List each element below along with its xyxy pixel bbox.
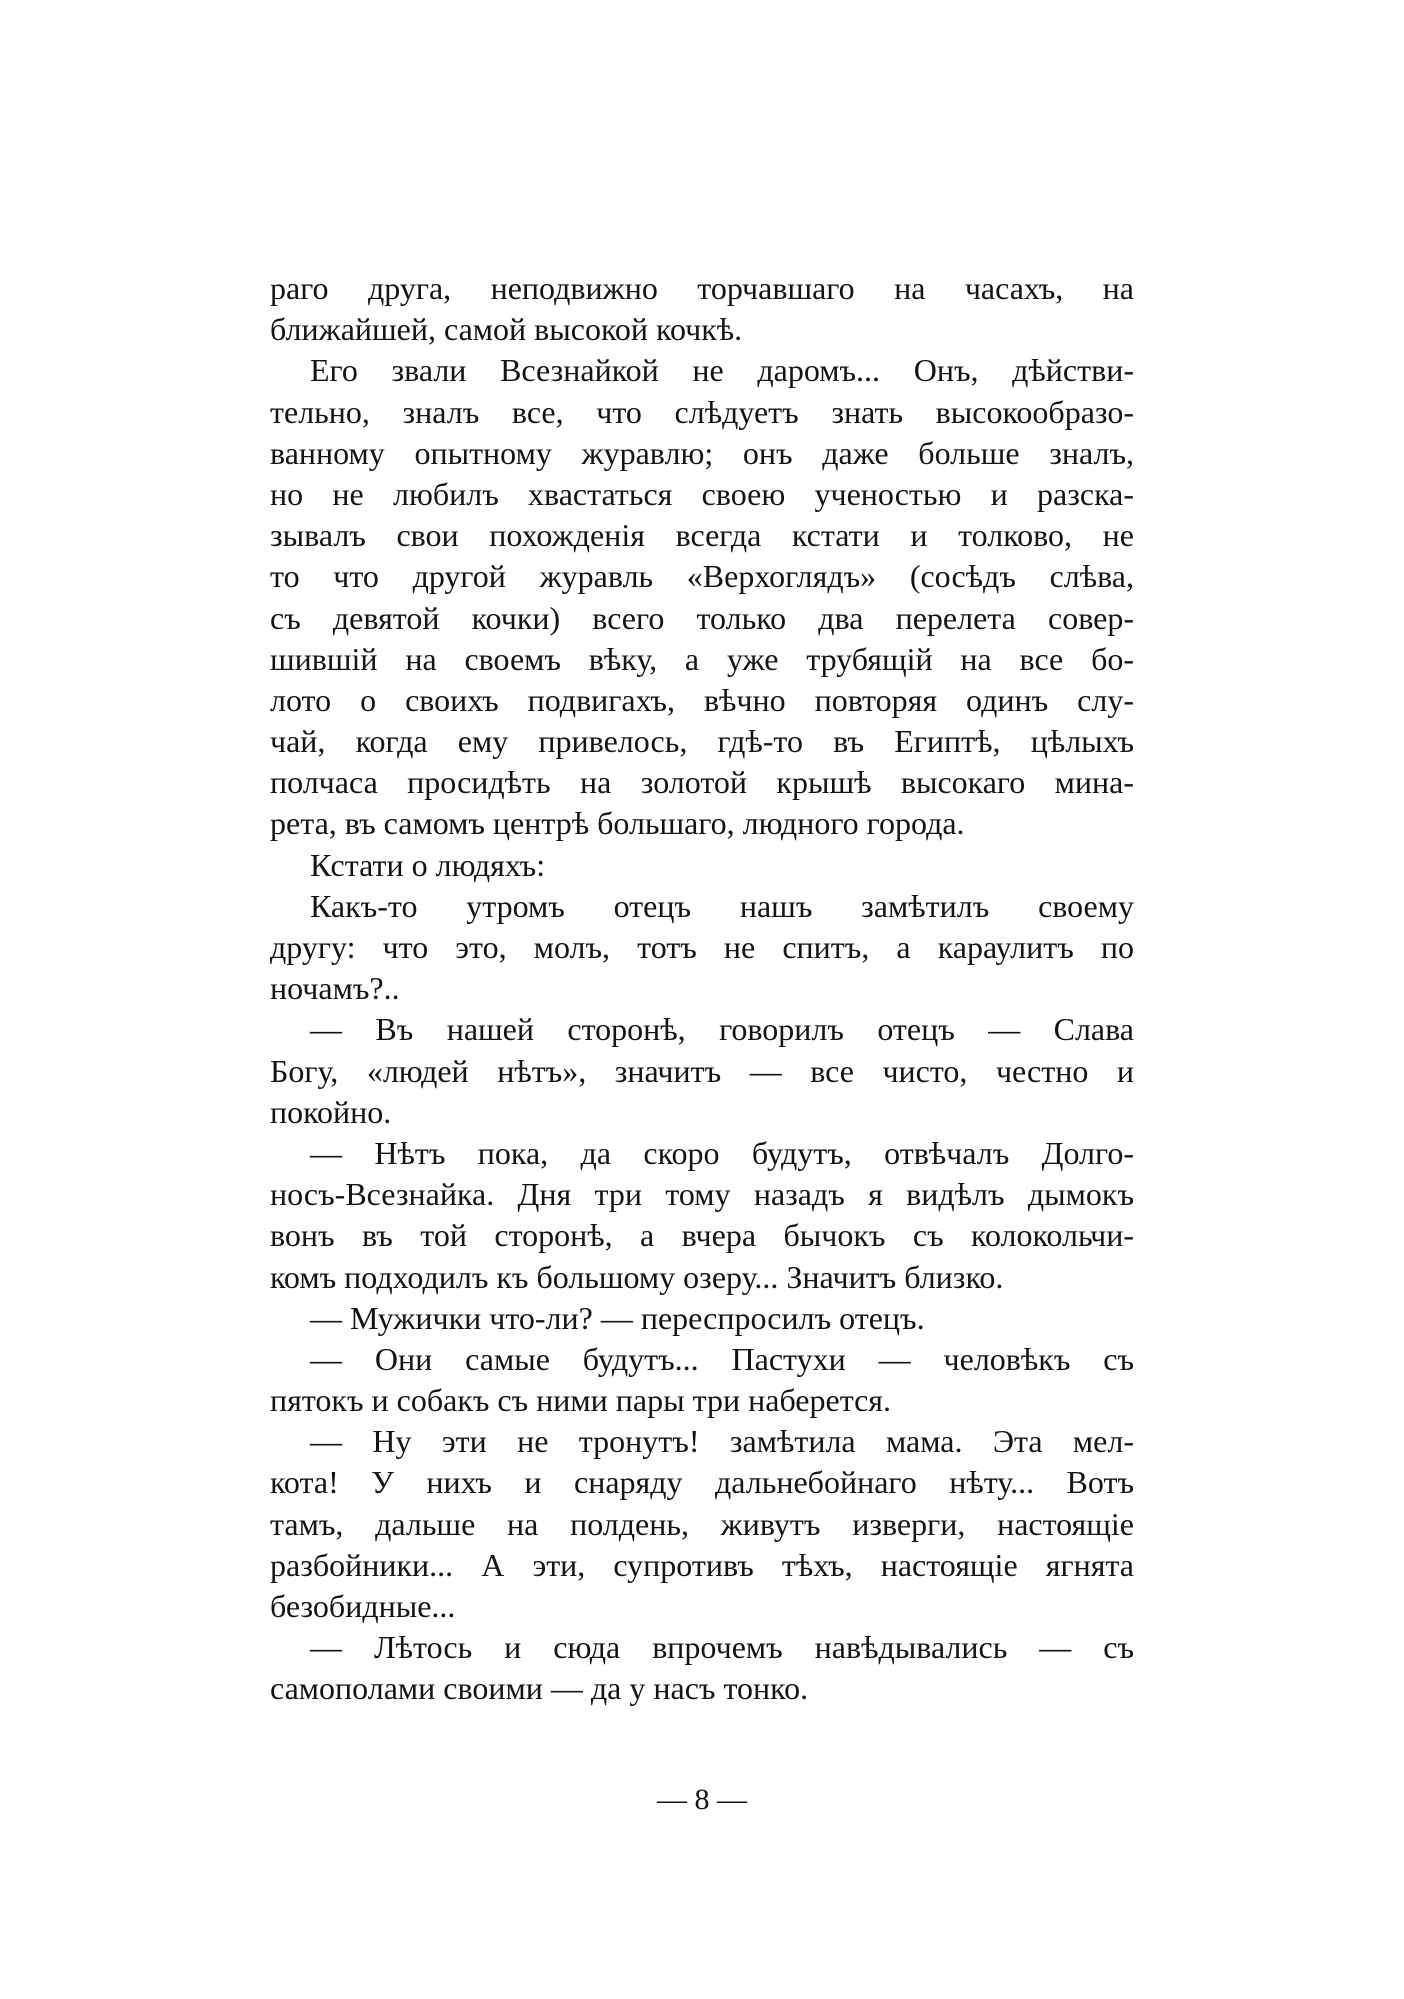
- text-line: лото о своихъ подвигахъ, вѣчно повторяя одинъ слу-: [270, 681, 1134, 718]
- text-line: зывалъ свои похожденія всегда кстати и толково, не: [270, 517, 1134, 554]
- text-line: то что другой журавль «Верхоглядъ» (сосѣдъ слѣва,: [270, 558, 1134, 595]
- text-line: комъ подходилъ къ большому озеру... Значитъ близко.: [270, 1258, 1004, 1295]
- text-line: пятокъ и собакъ съ ними пары три наберется.: [270, 1382, 891, 1419]
- text-line: тамъ, дальше на полдень, живутъ изверги, настоящіе: [270, 1505, 1134, 1542]
- text-line: Его звали Всезнайкой не даромъ... Онъ, дѣйстви-: [310, 352, 1134, 389]
- text-line: но не любилъ хвастаться своею ученостью и разска-: [270, 475, 1134, 512]
- text-line: — Мужички что-ли? — переспросилъ отецъ.: [310, 1299, 925, 1336]
- text-line: ванному опытному журавлю; онъ даже больше зналъ,: [270, 434, 1134, 471]
- text-line: безобидные...: [270, 1588, 456, 1624]
- text-line: — Они самые будутъ... Пастухи — человѣкъ съ: [310, 1340, 1134, 1377]
- text-line: рета, въ самомъ центрѣ большаго, людного города.: [270, 805, 965, 842]
- text-line: Богу, «людей нѣтъ», значитъ — все чисто, честно и: [270, 1052, 1134, 1089]
- text-line: раго друга, неподвижно торчавшаго на часахъ, на: [270, 270, 1134, 306]
- body-text: [270, 268, 1134, 1710]
- text-line: самополами своими — да у насъ тонко.: [270, 1670, 809, 1707]
- text-line: — Лѣтось и сюда впрочемъ навѣдывались — съ: [310, 1629, 1134, 1666]
- text-line: чай, когда ему привелось, гдѣ-то въ Египтѣ, цѣлыхъ: [270, 723, 1134, 760]
- text-line: Какъ-то утромъ отецъ нашъ замѣтилъ своему: [310, 887, 1134, 924]
- text-line: разбойники... А эти, супротивъ тѣхъ, настоящіе ягнята: [270, 1546, 1134, 1583]
- text-line: кота! У нихъ и снаряду дальнебойнаго нѣту... Вотъ: [270, 1464, 1134, 1501]
- text-line: съ девятой кочки) всего только два перелета совер-: [270, 599, 1134, 636]
- text-line: — Въ нашей сторонѣ, говорилъ отецъ — Слава: [310, 1011, 1134, 1048]
- text-line: полчаса просидѣть на золотой крышѣ высокаго мина-: [270, 764, 1134, 801]
- text-line: покойно.: [270, 1093, 392, 1130]
- text-line: тельно, зналъ все, что слѣдуетъ знать высокообразо-: [270, 393, 1134, 430]
- text-line: Кстати о людяхъ:: [310, 846, 546, 883]
- text-line: ночамъ?..: [270, 970, 400, 1007]
- text-line: шившій на своемъ вѣку, а уже трубящій на все бо-: [270, 640, 1134, 677]
- text-line: носъ-Всезнайка. Дня три тому назадъ я видѣлъ дымокъ: [270, 1176, 1134, 1213]
- text-line: — Нѣтъ пока, да скоро будутъ, отвѣчалъ Долго-: [310, 1134, 1134, 1171]
- text-line: вонъ въ той сторонѣ, а вчера бычокъ съ колокольчи-: [270, 1217, 1134, 1254]
- text-line: ближайшей, самой высокой кочкѣ.: [270, 311, 743, 348]
- text-line: — Ну эти не тронутъ! замѣтила мама. Эта мел-: [310, 1423, 1134, 1460]
- text-line: другу: что это, молъ, тотъ не спитъ, а караулитъ по: [270, 929, 1134, 965]
- page-number: — 8 —: [657, 1783, 747, 1816]
